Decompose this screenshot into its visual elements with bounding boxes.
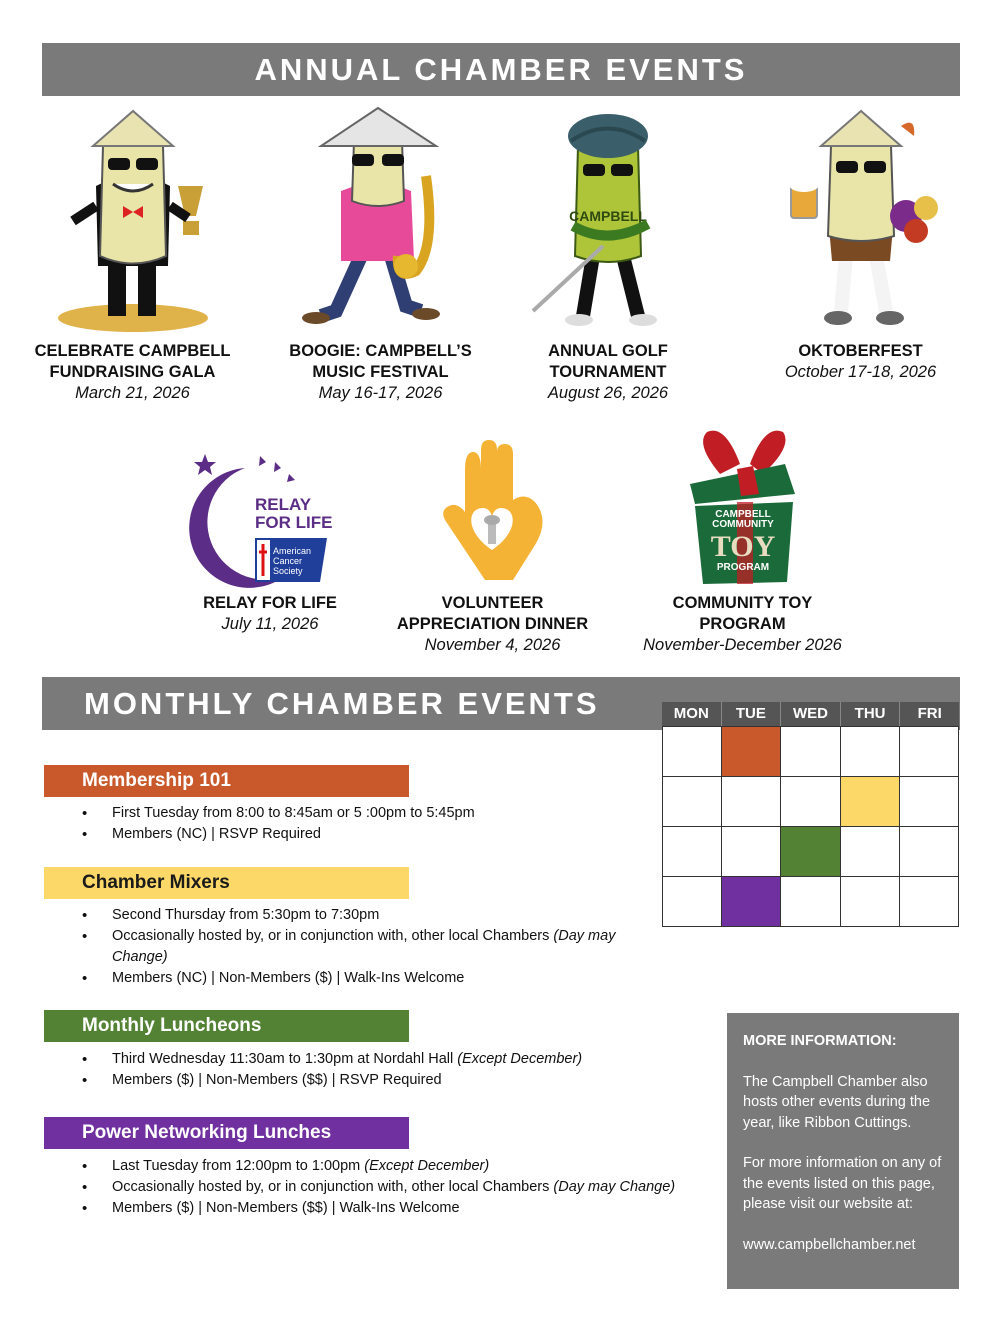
power-networking-details [82, 1156, 712, 1219]
toy-logo-line4: PROGRAM [716, 562, 770, 573]
monthly-luncheons-details [82, 1049, 702, 1091]
volunteer-hand-heart-logo [385, 440, 600, 588]
event-golf [508, 106, 708, 404]
toy-logo-line2: COMMUNITY [712, 519, 774, 530]
calendar-day-tue: TUE [722, 702, 782, 726]
calendar-cell [900, 877, 959, 927]
more-information-box [727, 1013, 959, 1289]
event-boogie [278, 106, 483, 404]
relay-logo-line1: RELAY [255, 495, 312, 514]
calendar-day-thu: THU [841, 702, 901, 726]
detail-text: Third Wednesday 11:30am to 1:30pm at Nordahl Hall [112, 1051, 458, 1067]
golf-mascot-label: CAMPBELL [569, 208, 647, 224]
calendar-grid [662, 726, 959, 927]
detail-text: Members ($) | Non-Members ($$) | RSVP Required [112, 1072, 442, 1088]
monthly-events-banner: MONTHLY CHAMBER EVENTS [42, 677, 960, 730]
event-volunteer-dinner [385, 440, 600, 656]
section-monthly-luncheons: Monthly Luncheons [44, 1010, 409, 1042]
event-date: August 26, 2026 [547, 384, 669, 402]
more-information-text-1: The Campbell Chamber also hosts other events during the year, like Ribbon Cuttings. [743, 1073, 931, 1131]
detail-note: (Day may Change) [112, 928, 616, 965]
more-information-text-2: For more information on any of the events listed on this page, please visit our website at: [743, 1155, 942, 1212]
detail-text: Last Tuesday from 12:00pm to 1:00pm [112, 1158, 365, 1174]
detail-item [82, 1198, 712, 1219]
detail-note: (Except December) [457, 1051, 583, 1067]
detail-item [82, 1070, 702, 1091]
detail-text: Members ($) | Non-Members ($$) | Walk-Ins Welcome [112, 1200, 460, 1216]
calendar-cell [663, 877, 722, 927]
gala-mascot-illustration [38, 106, 228, 336]
calendar-day-mon: MON [662, 702, 722, 726]
section-power-networking-lunches: Power Networking Lunches [44, 1117, 409, 1149]
calendar-cell-highlighted [722, 877, 781, 927]
calendar-cell-highlighted [841, 777, 900, 827]
event-date: July 11, 2026 [221, 615, 319, 633]
saxophone-mascot-illustration [286, 106, 476, 336]
detail-text: Occasionally hosted by, or in conjunction with, other local Chambers [112, 1179, 554, 1195]
detail-item [82, 1156, 712, 1177]
event-title: VOLUNTEER APPRECIATION DINNER [396, 594, 589, 633]
detail-text: Members (NC) | RSVP Required [112, 826, 321, 842]
event-date: October 17-18, 2026 [784, 363, 937, 381]
detail-item [82, 1177, 712, 1198]
event-relay-for-life [175, 448, 365, 635]
calendar-day-fri: FRI [917, 705, 942, 722]
event-date: May 16-17, 2026 [318, 384, 443, 402]
detail-text: Second Thursday from 5:30pm to 7:30pm [112, 907, 380, 923]
event-oktoberfest [758, 106, 963, 383]
calendar-cell [841, 877, 900, 927]
acs-line1: American [273, 546, 312, 556]
event-date: November 4, 2026 [424, 636, 561, 654]
calendar-cell [900, 827, 959, 877]
detail-note: (Day may Change) [553, 1179, 676, 1195]
calendar-cell-highlighted [781, 827, 840, 877]
more-information-heading: MORE INFORMATION: [743, 1033, 897, 1049]
event-title: RELAY FOR LIFE [203, 594, 337, 612]
detail-item [82, 824, 662, 845]
calendar-cell [841, 827, 900, 877]
detail-text: Occasionally hosted by, or in conjunction with, other local Chambers [112, 928, 554, 944]
calendar-cell [781, 777, 840, 827]
calendar-cell [663, 827, 722, 877]
annual-events-banner: ANNUAL CHAMBER EVENTS [42, 43, 960, 96]
calendar-cell [781, 877, 840, 927]
calendar-cell [663, 727, 722, 777]
chamber-mixers-details [82, 905, 662, 989]
event-title: COMMUNITY TOY PROGRAM [672, 594, 813, 633]
membership-101-details [82, 803, 662, 845]
relay-for-life-logo [175, 448, 365, 588]
section-membership-101: Membership 101 [44, 765, 409, 797]
event-title: BOOGIE: CAMPBELL’S MUSIC FESTIVAL [289, 342, 472, 381]
acs-line2: Cancer [273, 556, 303, 566]
calendar-cell [722, 827, 781, 877]
section-chamber-mixers: Chamber Mixers [44, 867, 409, 899]
calendar-cell [841, 727, 900, 777]
calendar-cell [663, 777, 722, 827]
event-toy-program [625, 424, 860, 656]
calendar-day-wed: WED [781, 702, 841, 726]
calendar-weekday-header [662, 702, 959, 726]
calendar-cell-highlighted [722, 727, 781, 777]
calendar-cell [900, 727, 959, 777]
detail-item [82, 1049, 702, 1070]
event-date: November-December 2026 [643, 636, 842, 654]
detail-item [82, 803, 662, 824]
detail-item [82, 905, 662, 926]
event-gala [30, 106, 235, 404]
toy-logo-line3: TOY [710, 530, 776, 563]
calendar-cell [900, 777, 959, 827]
toy-logo-line1: CAMPBELL [715, 509, 771, 520]
golfer-mascot-illustration [513, 106, 703, 336]
acs-line3: Society [273, 566, 303, 576]
detail-text: Members (NC) | Non-Members ($) | Walk-Ins Welcome [112, 970, 465, 986]
oktoberfest-mascot-illustration [766, 106, 956, 336]
detail-note: (Except December) [364, 1158, 490, 1174]
relay-logo-line2: FOR LIFE [255, 513, 333, 532]
event-title: ANNUAL GOLF TOURNAMENT [548, 342, 668, 381]
detail-text: First Tuesday from 8:00 to 8:45am or 5 :00pm to 5:45pm [112, 805, 475, 821]
detail-item [82, 968, 662, 989]
monthly-calendar [662, 702, 959, 927]
event-title: CELEBRATE CAMPBELL FUNDRAISING GALA [34, 342, 231, 381]
toy-program-gift-logo [625, 424, 860, 588]
calendar-cell [781, 727, 840, 777]
calendar-cell [722, 777, 781, 827]
event-date: March 21, 2026 [75, 384, 190, 402]
website-link[interactable]: www.campbellchamber.net [743, 1236, 916, 1253]
event-title: OKTOBERFEST [798, 342, 923, 360]
detail-item [82, 926, 662, 968]
